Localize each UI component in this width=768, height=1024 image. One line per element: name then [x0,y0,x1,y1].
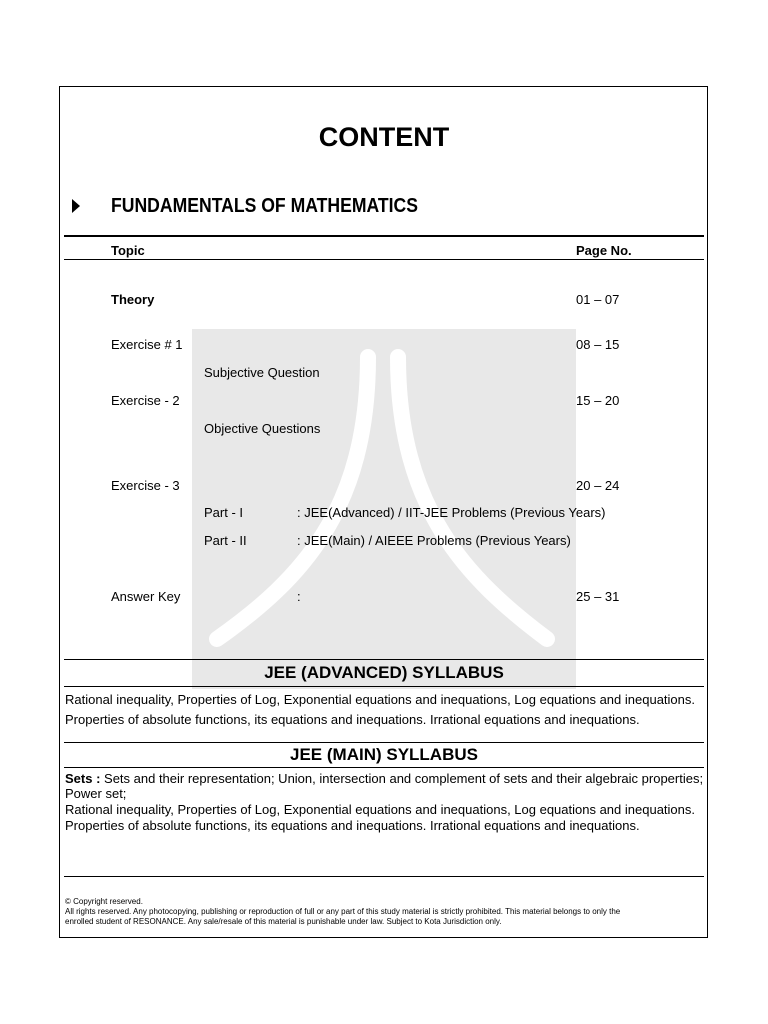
exercise-1-label: Exercise # 1 [111,337,183,352]
answer-key-pages: 25 – 31 [576,589,620,604]
header-top-divider [64,235,704,237]
part-2-label: Part - II [204,533,247,548]
jee-main-sets-line [65,771,703,786]
theory-label: Theory [111,292,155,307]
page-no-header: Page No. [576,243,632,258]
jee-advanced-line-2: Properties of absolute functions, its equations and inequations. Irrational equations and inequations. [65,712,640,727]
jee-main-line-3: Rational inequality, Properties of Log, Exponential equations and inequations, Log equations and inequations. [65,802,695,817]
jee-advanced-line-1: Rational inequality, Properties of Log, Exponential equations and inequations, Log equations and inequations. [65,692,695,707]
answer-key-label: Answer Key [111,589,181,604]
theory-pages: 01 – 07 [576,292,620,307]
rights-line-1: All rights reserved. Any photocopying, publishing or reproduction of full or any part of this study material is strictly prohibited. This material belongs to only the [65,907,621,916]
header-bottom-divider [64,259,704,260]
jee-main-line-2: Power set; [65,786,127,801]
section-title: FUNDAMENTALS OF MATHEMATICS [111,195,418,217]
answer-key-colon: : [297,589,301,604]
page-title: CONTENT [318,122,450,152]
exercise-2-subtitle: Objective Questions [204,421,321,436]
jee-advanced-title: JEE (ADVANCED) SYLLABUS [264,663,504,682]
exercise-1-subtitle: Subjective Question [204,365,320,380]
part-1-text: : JEE(Advanced) / IIT-JEE Problems (Previous Years) [297,505,606,520]
footer-divider [64,876,704,877]
topic-header: Topic [111,243,145,258]
jee-advanced-bottom-divider [64,686,704,687]
sets-label: Sets : [65,771,101,786]
jee-main-top-divider [64,742,704,743]
copyright-line: © Copyright reserved. [65,897,143,906]
sets-text: Sets and their representation; Union, intersection and complement of sets and their algebraic properties; [100,771,704,786]
exercise-2-pages: 15 – 20 [576,393,620,408]
triangle-right-icon [72,199,80,213]
jee-main-bottom-divider [64,767,704,768]
rights-line-2: enrolled student of RESONANCE. Any sale/resale of this material is punishable under law. Subject to Kota Jurisdiction only. [65,917,502,926]
exercise-3-pages: 20 – 24 [576,478,620,493]
exercise-2-label: Exercise - 2 [111,393,180,408]
jee-advanced-top-divider [64,659,704,660]
part-1-label: Part - I [204,505,244,520]
jee-main-title: JEE (MAIN) SYLLABUS [290,745,478,764]
part-2-text: : JEE(Main) / AIEEE Problems (Previous Years) [297,533,571,548]
jee-main-line-4: Properties of absolute functions, its equations and inequations. Irrational equations and inequations. [65,818,640,833]
exercise-3-label: Exercise - 3 [111,478,180,493]
exercise-1-pages: 08 – 15 [576,337,620,352]
